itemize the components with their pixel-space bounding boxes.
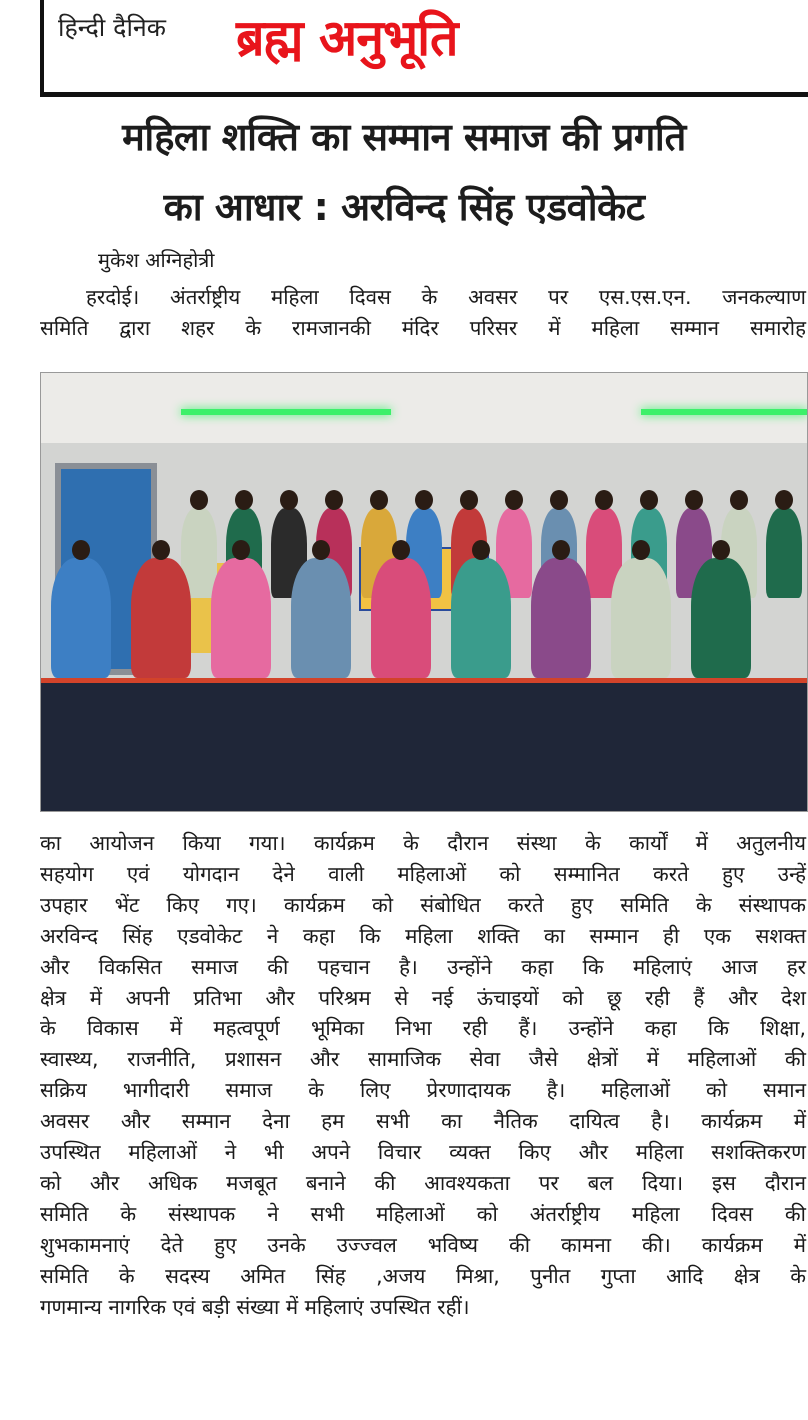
person-head xyxy=(712,540,730,560)
person xyxy=(211,558,271,678)
person-head xyxy=(505,490,523,510)
person xyxy=(371,558,431,678)
person-head xyxy=(232,540,250,560)
article-line: सहयोग एवं योगदान देने वाली महिलाओं को सम्मानित करते हुए उन्हें xyxy=(40,861,806,886)
person-head xyxy=(415,490,433,510)
person-head xyxy=(325,490,343,510)
person xyxy=(531,558,591,678)
person-head xyxy=(280,490,298,510)
person xyxy=(131,558,191,678)
article-line: समिति के सदस्य अमित सिंह ,अजय मिश्रा, पुनीत गुप्ता आदि क्षेत्र के xyxy=(40,1263,806,1288)
article-line: का आयोजन किया गया। कार्यक्रम के दौरान संस्था के कार्यों में अतुलनीय xyxy=(40,831,806,855)
person xyxy=(691,558,751,678)
article-line: उपहार भेंट किए गए। कार्यक्रम को संबोधित करते हुए समिति के संस्थापक xyxy=(40,892,806,917)
article-line: को और अधिक मजबूत बनाने की आवश्यकता पर बल दिया। इस दौरान xyxy=(40,1170,806,1195)
article-line: गणमान्य नागरिक एवं बड़ी संख्या में महिलाएं उपस्थित रहीं। xyxy=(40,1294,470,1319)
person xyxy=(766,508,802,598)
article-line: शुभकामनाएं देते हुए उनके उज्ज्वल भविष्य की कामना की। कार्यक्रम में xyxy=(40,1232,806,1257)
ceiling-light xyxy=(641,409,807,415)
person-head xyxy=(460,490,478,510)
person-head xyxy=(190,490,208,510)
person-head xyxy=(152,540,170,560)
person-head xyxy=(550,490,568,510)
ceiling-light xyxy=(181,409,391,415)
event-photo xyxy=(40,372,808,812)
person-head xyxy=(632,540,650,560)
person-head xyxy=(392,540,410,560)
person-head xyxy=(235,490,253,510)
masthead-subtitle: हिन्दी दैनिक xyxy=(58,13,166,42)
person xyxy=(51,558,111,678)
person-head xyxy=(370,490,388,510)
article-line: अवसर और सम्मान देना हम सभी का नैतिक दायित्व है। कार्यक्रम में xyxy=(40,1109,806,1134)
article-line: स्वास्थ्य, राजनीति, प्रशासन और सामाजिक सेवा जैसे क्षेत्रों में महिलाओं की xyxy=(40,1047,806,1072)
article-line: क्षेत्र में अपनी प्रतिभा और परिश्रम से नई ऊंचाइयों को छू रही हैं और देश xyxy=(40,985,806,1010)
person-head xyxy=(775,490,793,510)
article-line: और विकसित समाज की पहचान है। उन्होंने कहा कि महिलाएं आज हर xyxy=(40,954,806,979)
article-line: सक्रिय भागीदारी समाज के लिए प्रेरणादायक है। महिलाओं को समान xyxy=(40,1078,806,1103)
floor-cloth xyxy=(41,683,807,811)
newspaper-logo: ब्रह्म अनुभूति xyxy=(236,9,458,67)
headline-line-2: का आधार : अरविन्द सिंह एडवोकेट xyxy=(163,185,645,229)
person-head xyxy=(685,490,703,510)
person-head xyxy=(472,540,490,560)
person-head xyxy=(312,540,330,560)
person xyxy=(611,558,671,678)
person-head xyxy=(730,490,748,510)
byline: मुकेश अग्निहोत्री xyxy=(98,248,215,272)
article-line: समिति द्वारा शहर के रामजानकी मंदिर परिसर में महिला सम्मान समारोह xyxy=(40,316,806,340)
headline-line-1: महिला शक्ति का सम्मान समाज की प्रगति xyxy=(122,115,686,159)
person xyxy=(451,558,511,678)
person-head xyxy=(72,540,90,560)
article-line: उपस्थित महिलाओं ने भी अपने विचार व्यक्त किए और महिला सशक्तिकरण xyxy=(40,1140,806,1164)
ceiling xyxy=(41,373,807,443)
person-head xyxy=(552,540,570,560)
article-line: के विकास में महत्वपूर्ण भूमिका निभा रही हैं। उन्होंने कहा कि शिक्षा, xyxy=(40,1016,806,1041)
article-line: समिति के संस्थापक ने सभी महिलाओं को अंतर्राष्ट्रीय महिला दिवस की xyxy=(40,1201,806,1226)
person-head xyxy=(640,490,658,510)
person xyxy=(291,558,351,678)
article-line: हरदोई। अंतर्राष्ट्रीय महिला दिवस के अवसर पर एस.एस.एन. जनकल्याण xyxy=(86,285,806,309)
article-line: अरविन्द सिंह एडवोकेट ने कहा कि महिला शक्ति का सम्मान ही एक सशक्त xyxy=(40,923,806,948)
person-head xyxy=(595,490,613,510)
